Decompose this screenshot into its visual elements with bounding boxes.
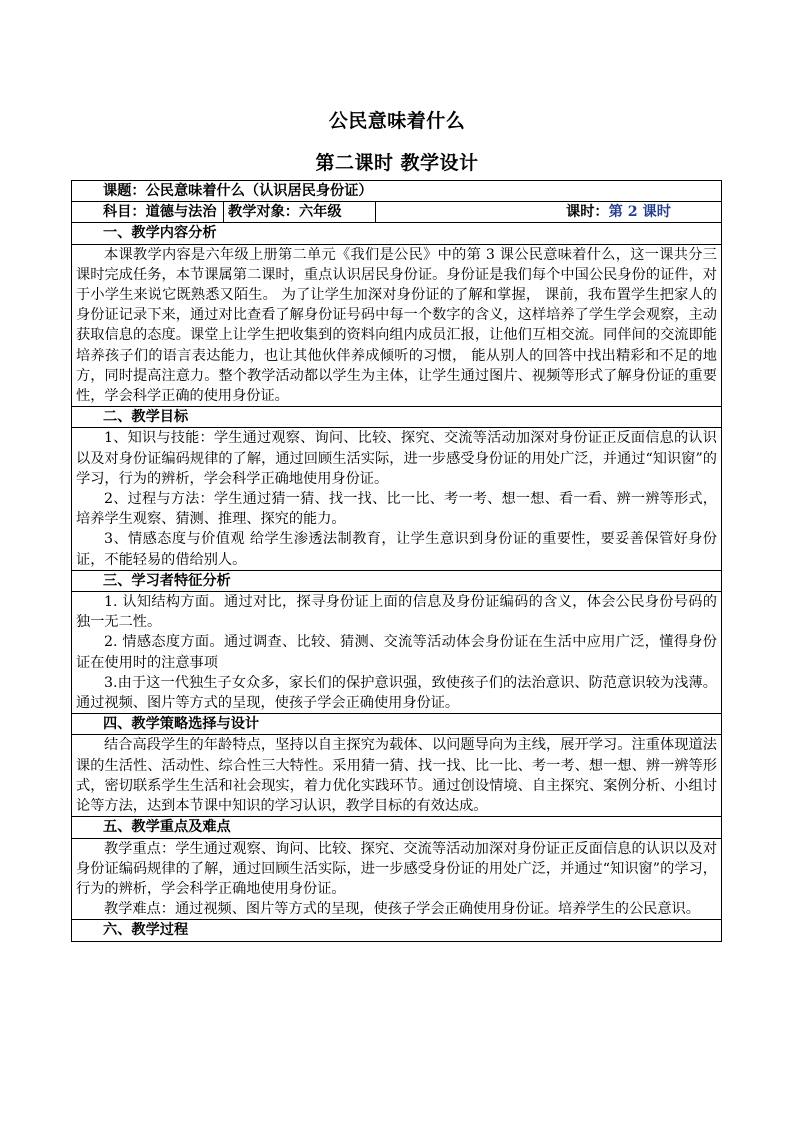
section-body-row: [72, 428, 722, 570]
paragraph: 结合高段学生的年龄特点，坚持以自主探究为载体、以问题导向为主线，展开学习。注重体现道法课的生活性、活动性、综合性三大特性。采用猜一猜、找一找、比一比、考一考、想一想、辨一辨等形式，密切联系学生生活和社会现实，着力优化实践环节。通过创设情境、自主探究、案例分析、小组讨论等方法，达到本节课中知识的学习认识，教学目标的有效达成。: [76, 737, 717, 815]
paragraph: 教学重点：学生通过观察、询问、比较、探究、交流等活动加深对身份证正反面信息的认识以及对身份证编码规律的了解，通过回顾生活实际，进一步感受身份证的用处广泛，并通过“知识窗”的学习，行为的辨析，学会科学正确地使用身份证。: [76, 840, 717, 897]
section-body-row: [72, 735, 722, 817]
paragraph: 1、知识与技能：学生通过观察、询问、比较、探究、交流等活动加深对身份证正反面信息的认识以及对身份证编码规律的了解，通过回顾生活实际，进一步感受身份证的用处广泛，并通过“知识窗”的学习，行为的辨析，学会科学正确地使用身份证。: [76, 430, 717, 487]
section-heading-row: [72, 920, 722, 941]
period-label: 课时：: [566, 204, 609, 221]
meta-row: [72, 202, 722, 223]
paragraph: 1. 认知结构方面。通过对比，探寻身份证上面的信息及身份证编码的含义，体会公民身份号码的独一无二性。: [76, 594, 717, 631]
document-title: 公民意味着什么: [328, 110, 466, 132]
paragraph: 3.由于这一代独生子女众多，家长们的保护意识强，致使孩子们的法治意识、防范意识较为浅薄。通过视频、图片等方式的呈现，使孩子学会正确使用身份证。: [76, 674, 717, 712]
section-heading-row: [72, 714, 722, 735]
topic-row: [72, 181, 722, 202]
section-body-row: [72, 838, 722, 920]
section-heading-row: [72, 570, 722, 591]
section-body: [72, 244, 722, 407]
section-heading: 六、教学过程: [72, 920, 722, 941]
lesson-plan-table: [71, 180, 722, 942]
section-body: [72, 735, 722, 817]
subject-cell: 科目：道德与法治: [72, 202, 224, 223]
paragraph: 本课教学内容是六年级上册第二单元《我们是公民》中的第 3 课公民意味着什么，这一课共分三课时完成任务，本节课属第二课时，重点认识居民身份证。身份证是我们每个中国公民身份的证件，对于小学生来说它既熟悉又陌生。 为了让学生加深对身份证的了解和掌握， 课前，我布置学生把家人的身份证记录下来，通过对比查看了解身份证号码中每一个数字的含义，这样培养了学生学会观察，主动获取信息的态度。课堂上让学生把收集到的资料向组内成员汇报，让他们互相交流。同伴间的交流即能培养孩子们的语言表达能力，也让其他伙伴养成倾听的习惯， 能从别人的回答中找出精彩和不足的地方，同时提高注意力。整个教学活动都以学生为主体，让学生通过图片、视频等形式了解身份证的重要性，学会科学正确的使用身份证。: [76, 246, 717, 405]
section-heading: 一、教学内容分析: [72, 223, 722, 244]
section-body: [72, 592, 722, 714]
section-heading: 四、教学策略选择与设计: [72, 714, 722, 735]
section-heading-row: [72, 223, 722, 244]
paragraph: 教学难点：通过视频、图片等方式的呈现，使孩子学会正确使用身份证。培养学生的公民意识。: [104, 901, 700, 918]
topic-cell: 课题：公民意味着什么（认识居民身份证）: [72, 181, 722, 202]
period-cell: [376, 202, 722, 223]
section-heading-row: [72, 407, 722, 428]
section-heading: 三、学习者特征分析: [72, 570, 722, 591]
section-heading-row: [72, 817, 722, 838]
paragraph: 2. 情感态度方面。通过调查、比较、猜测、交流等活动体会身份证在生活中应用广泛，懂得身份证在使用时的注意事项: [76, 634, 717, 671]
section-body-row: [72, 244, 722, 407]
section-heading: 二、教学目标: [72, 407, 722, 428]
section-body: [72, 838, 722, 920]
document-subtitle: 第二课时 教学设计: [315, 152, 479, 174]
section-body-row: [72, 592, 722, 714]
period-value: 第 2 课时: [608, 204, 671, 221]
section-heading: 五、教学重点及难点: [72, 817, 722, 838]
paragraph: 3、情感态度与价值观 给学生渗透法制教育，让学生意识到身份证的重要性，要妥善保管好身份证，不能轻易的借给别人。: [76, 531, 717, 568]
section-body: [72, 428, 722, 570]
paragraph: 2、过程与方法：学生通过猜一猜、找一找、比一比、考一考、想一想、看一看、辨一辨等形式，培养学生观察、猜测、推理、探究的能力。: [76, 491, 717, 528]
audience-cell: 教学对象：六年级: [224, 202, 376, 223]
